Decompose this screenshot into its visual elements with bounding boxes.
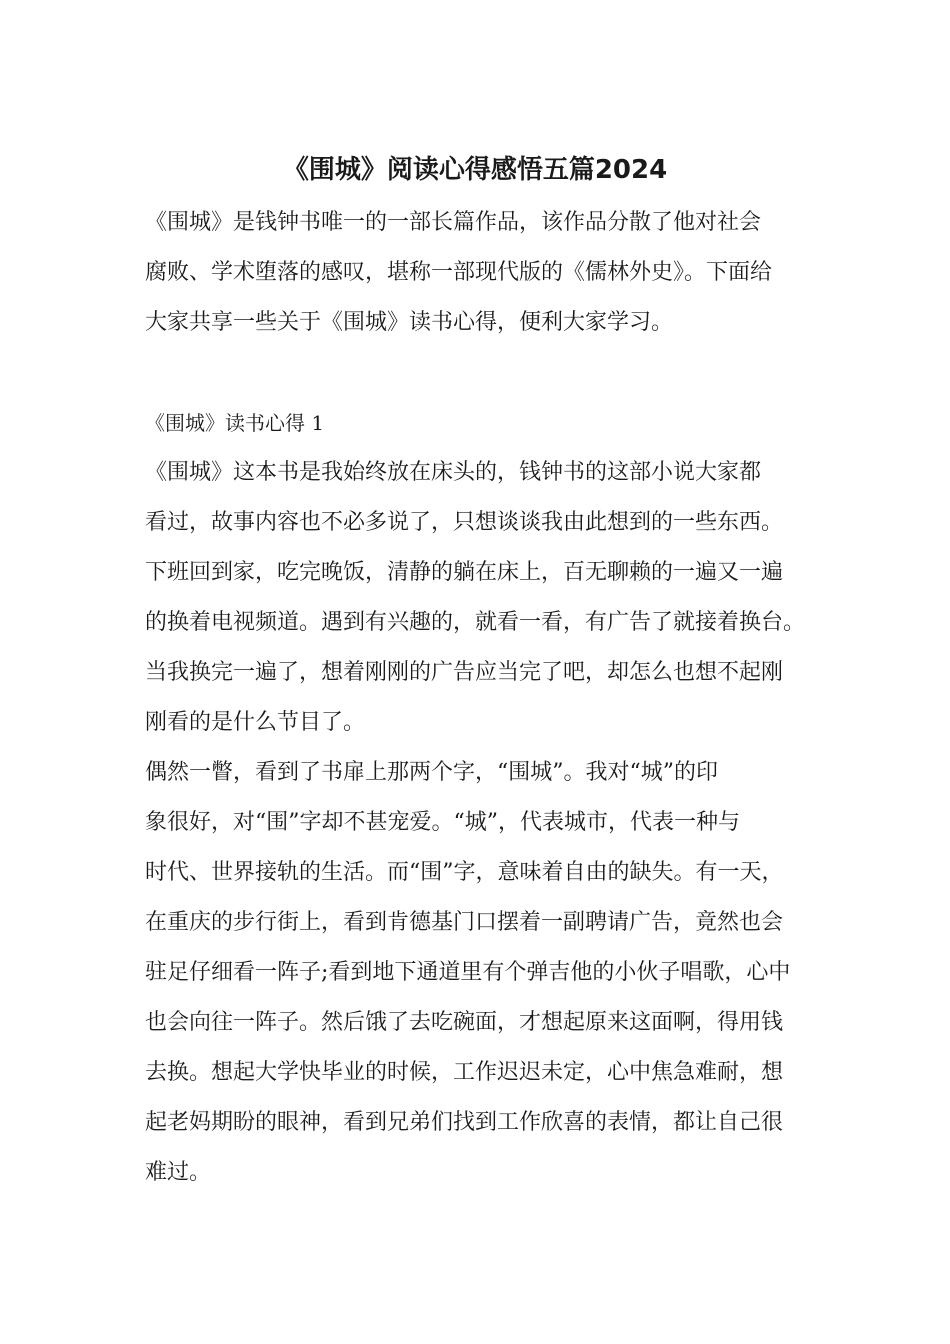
document-title: 《围城》阅读心得感悟五篇2024	[282, 155, 668, 185]
paragraph1-line-5: 当我换完一遍了，想着刚刚的广告应当完了吧，却怎么也想不起刚	[145, 660, 784, 685]
paragraph2-line-6: 也会向往一阵子。然后饿了去吃碗面，才想起原来这面啊，得用钱	[145, 1010, 784, 1035]
paragraph1-line-3: 下班回到家，吃完晚饭，清静的躺在床上，百无聊赖的一遍又一遍	[145, 560, 784, 585]
paragraph1-line-4: 的换着电视频道。遇到有兴趣的，就看一看，有广告了就接着换台。	[145, 610, 806, 635]
paragraph2-line-2: 象很好，对“围”字却不甚宠爱。“城”，代表城市，代表一种与	[145, 810, 740, 835]
paragraph1-line-6: 刚看的是什么节目了。	[145, 710, 366, 735]
paragraph2-line-1: 偶然一瞥，看到了书扉上那两个字，“围城”。我对“城”的印	[145, 760, 718, 785]
intro-line-1: 《围城》是钱钟书唯一的一部长篇作品，该作品分散了他对社会	[145, 210, 762, 235]
intro-line-3: 大家共享一些关于《围城》读书心得，便利大家学习。	[145, 310, 674, 335]
intro-line-2: 腐败、学术堕落的感叹，堪称一部现代版的《儒林外史》。下面给	[145, 260, 773, 285]
paragraph2-line-5: 驻足仔细看一阵子;看到地下通道里有个弹吉他的小伙子唱歌，心中	[145, 960, 791, 985]
paragraph2-line-9: 难过。	[145, 1160, 212, 1185]
paragraph2-line-4: 在重庆的步行街上，看到肯德基门口摆着一副聘请广告，竟然也会	[145, 910, 784, 935]
paragraph2-line-8: 起老妈期盼的眼神，看到兄弟们找到工作欣喜的表情，都让自己很	[145, 1110, 784, 1135]
paragraph1-line-2: 看过，故事内容也不必多说了，只想谈谈我由此想到的一些东西。	[145, 510, 784, 535]
paragraph2-line-7: 去换。想起大学快毕业的时候，工作迟迟未定，心中焦急难耐，想	[145, 1060, 784, 1085]
paragraph1-line-1: 《围城》这本书是我始终放在床头的，钱钟书的这部小说大家都	[145, 460, 762, 485]
section-heading: 《围城》读书心得 1	[145, 411, 325, 435]
paragraph2-line-3: 时代、世界接轨的生活。而“围”字，意味着自由的缺失。有一天，	[145, 860, 784, 885]
